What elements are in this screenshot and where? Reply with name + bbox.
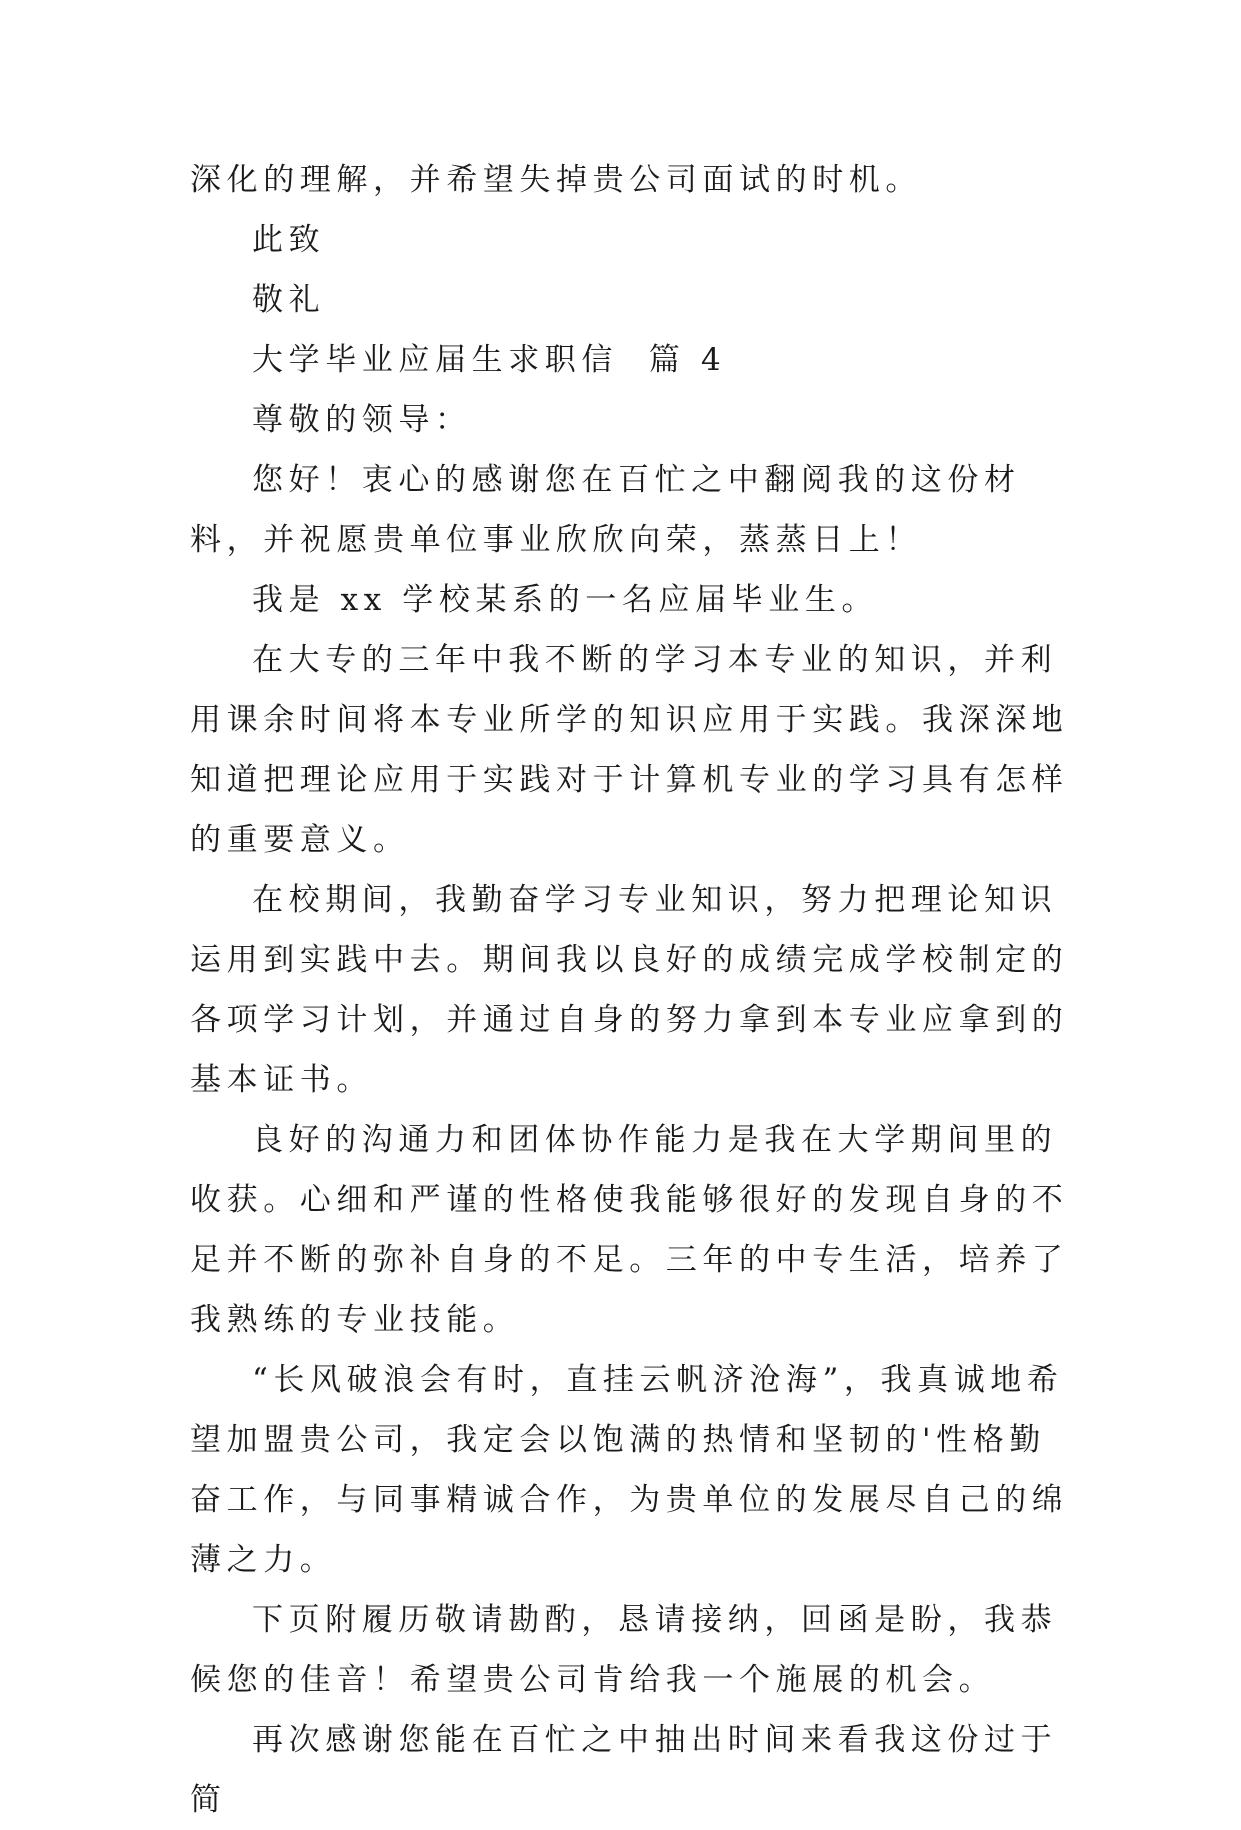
paragraph-continuation: 深化的理解，并希望失掉贵公司面试的时机。 <box>190 162 922 198</box>
paragraph-resume: 下页附履历敬请勘酌，恳请接纳，回函是盼，我恭候您的佳音！希望贵公司肯给我一个施展的机会。 <box>190 1602 1058 1698</box>
greeting: 尊敬的领导： <box>252 402 472 438</box>
paragraph-study: 在大专的三年中我不断的学习本专业的知识，并利用课余时间将本专业所学的知识应用于实践。我深深地知道把理论应用于实践对于计算机专业的学习具有怎样的重要意义。 <box>190 642 1069 858</box>
closing-salutation: 此致 <box>252 222 326 258</box>
paragraph-thanks: 再次感谢您能在百忙之中抽出时间来看我这份过于简 <box>190 1722 1058 1818</box>
paragraph-introduction: 我是 xx 学校某系的一名应届毕业生。 <box>252 582 879 618</box>
paragraph-school-period: 在校期间，我勤奋学习专业知识，努力把理论知识运用到实践中去。期间我以良好的成绩完成学校制定的各项学习计划，并通过自身的努力拿到本专业应拿到的基本证书。 <box>190 882 1069 1098</box>
paragraph-skills: 良好的沟通力和团体协作能力是我在大学期间里的收获。心细和严谨的性格使我能够很好的发现自身的不足并不断的弥补自身的不足。三年的中专生活，培养了我熟练的专业技能。 <box>190 1122 1069 1338</box>
closing-regards: 敬礼 <box>252 282 326 318</box>
paragraph-opening: 您好！衷心的感谢您在百忙之中翻阅我的这份材料，并祝愿贵单位事业欣欣向荣，蒸蒸日上！ <box>190 462 1021 558</box>
section-heading: 大学毕业应届生求职信 篇 4 <box>252 342 727 378</box>
letter-body <box>190 150 1070 1830</box>
paragraph-quote: “长风破浪会有时，直挂云帆济沧海”，我真诚地希望加盟贵公司，我定会以饱满的热情和坚韧的'性格勤奋工作，与同事精诚合作，为贵单位的发展尽自己的绵薄之力。 <box>190 1362 1069 1578</box>
